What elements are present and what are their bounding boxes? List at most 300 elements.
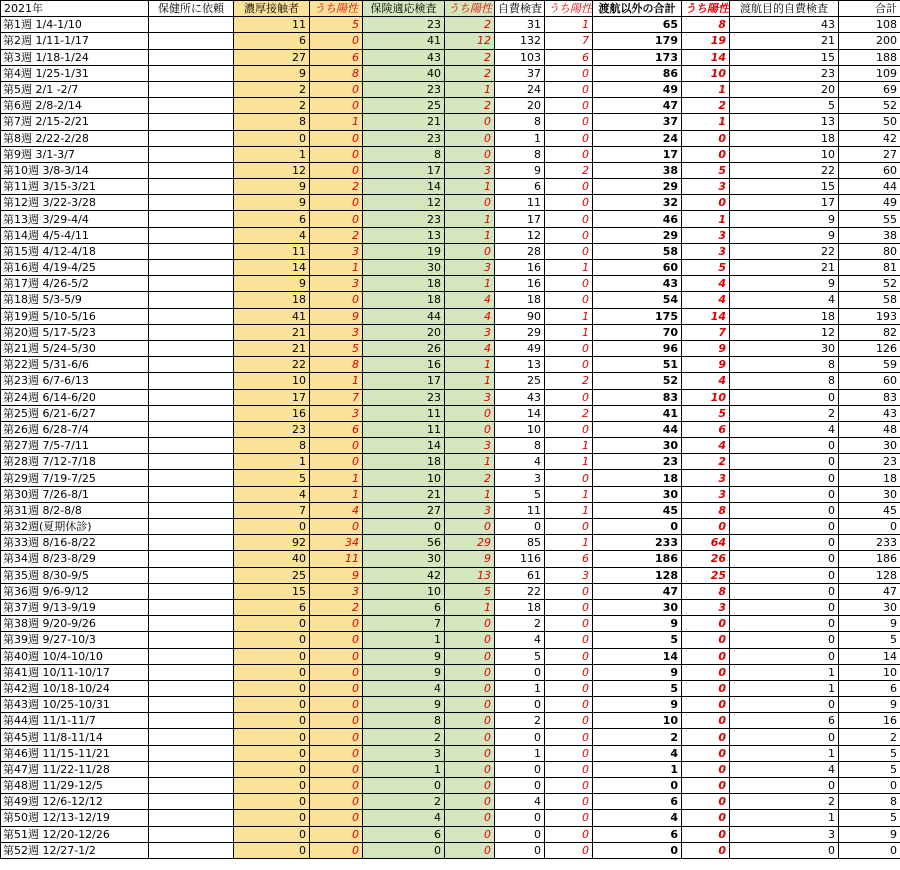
close-contacts-positive-cell: 34 (310, 535, 363, 551)
insured-tests-positive-cell: 29 (445, 535, 495, 551)
insured-tests-positive-cell: 0 (445, 680, 495, 696)
insured-tests-cell: 7 (363, 616, 445, 632)
grand-total-cell: 83 (839, 389, 900, 405)
close-contacts-positive-cell: 1 (310, 373, 363, 389)
insured-tests-positive-cell: 0 (445, 146, 495, 162)
grand-total-cell: 23 (839, 454, 900, 470)
close-contacts-cell: 0 (234, 794, 310, 810)
week-cell: 第5週 2/1 -2/7 (1, 81, 149, 97)
grand-total-cell: 60 (839, 373, 900, 389)
insured-tests-positive-cell: 0 (445, 778, 495, 794)
insured-tests-positive-cell: 0 (445, 243, 495, 259)
close-contacts-positive-cell: 0 (310, 33, 363, 49)
non-travel-total-positive-cell: 3 (682, 486, 730, 502)
non-travel-total-cell: 54 (593, 292, 682, 308)
insured-tests-cell: 11 (363, 405, 445, 421)
health-center-cell (149, 535, 234, 551)
week-cell: 第52週 12/27-1/2 (1, 842, 149, 858)
insured-tests-positive-cell: 2 (445, 470, 495, 486)
close-contacts-cell: 11 (234, 243, 310, 259)
non-travel-total-cell: 58 (593, 243, 682, 259)
non-travel-total-cell: 46 (593, 211, 682, 227)
non-travel-total-cell: 0 (593, 842, 682, 858)
insured-tests-cell: 9 (363, 648, 445, 664)
health-center-cell (149, 842, 234, 858)
travel-self-pay-cell: 0 (730, 697, 839, 713)
self-pay-tests-cell: 0 (495, 697, 545, 713)
insured-tests-positive-cell: 0 (445, 421, 495, 437)
week-cell: 第26週 6/28-7/4 (1, 421, 149, 437)
grand-total-cell: 128 (839, 567, 900, 583)
insured-tests-cell: 14 (363, 179, 445, 195)
self-pay-tests-positive-cell: 0 (545, 65, 593, 81)
close-contacts-cell: 40 (234, 551, 310, 567)
non-travel-total-positive-cell: 7 (682, 324, 730, 340)
insured-tests-cell: 23 (363, 81, 445, 97)
health-center-cell (149, 680, 234, 696)
week-cell: 第4週 1/25-1/31 (1, 65, 149, 81)
insured-tests-positive-cell: 0 (445, 794, 495, 810)
self-pay-tests-positive-cell: 1 (545, 535, 593, 551)
travel-self-pay-cell: 0 (730, 502, 839, 518)
table-row (1, 405, 900, 421)
close-contacts-positive-cell: 0 (310, 454, 363, 470)
self-pay-tests-positive-cell: 0 (545, 389, 593, 405)
non-travel-total-positive-cell: 2 (682, 98, 730, 114)
table-row (1, 260, 900, 276)
self-pay-tests-cell: 43 (495, 389, 545, 405)
non-travel-total-cell: 70 (593, 324, 682, 340)
table-body (1, 17, 900, 859)
travel-self-pay-cell: 1 (730, 810, 839, 826)
grand-total-cell: 44 (839, 179, 900, 195)
insured-tests-positive-cell: 0 (445, 664, 495, 680)
self-pay-tests-positive-cell: 0 (545, 745, 593, 761)
insured-tests-cell: 11 (363, 421, 445, 437)
self-pay-tests-cell: 85 (495, 535, 545, 551)
close-contacts-cell: 2 (234, 81, 310, 97)
table-row (1, 81, 900, 97)
insured-tests-cell: 10 (363, 470, 445, 486)
non-travel-total-positive-cell: 0 (682, 146, 730, 162)
week-cell: 第28週 7/12-7/18 (1, 454, 149, 470)
close-contacts-positive-cell: 7 (310, 389, 363, 405)
travel-self-pay-cell: 10 (730, 146, 839, 162)
non-travel-total-cell: 179 (593, 33, 682, 49)
table-row (1, 826, 900, 842)
health-center-cell (149, 761, 234, 777)
self-pay-tests-cell: 6 (495, 179, 545, 195)
grand-total-cell: 193 (839, 308, 900, 324)
self-pay-tests-positive-cell: 0 (545, 340, 593, 356)
non-travel-total-cell: 29 (593, 179, 682, 195)
insured-tests-positive-cell: 4 (445, 340, 495, 356)
close-contacts-positive-cell: 0 (310, 794, 363, 810)
health-center-cell (149, 470, 234, 486)
grand-total-cell: 47 (839, 583, 900, 599)
self-pay-tests-positive-cell: 2 (545, 162, 593, 178)
self-pay-tests-positive-cell: 0 (545, 211, 593, 227)
self-pay-tests-cell: 0 (495, 842, 545, 858)
close-contacts-positive-cell: 0 (310, 98, 363, 114)
insured-tests-cell: 25 (363, 98, 445, 114)
week-cell: 第36週 9/6-9/12 (1, 583, 149, 599)
insured-tests-positive-cell: 1 (445, 357, 495, 373)
health-center-cell (149, 778, 234, 794)
week-cell: 第47週 11/22-11/28 (1, 761, 149, 777)
grand-total-cell: 200 (839, 33, 900, 49)
insured-tests-positive-cell: 1 (445, 486, 495, 502)
non-travel-total-positive-cell: 9 (682, 357, 730, 373)
travel-self-pay-cell: 6 (730, 713, 839, 729)
header-health-center: 保健所に依頼 (149, 1, 234, 17)
insured-tests-positive-cell: 0 (445, 648, 495, 664)
insured-tests-cell: 1 (363, 632, 445, 648)
table-row (1, 389, 900, 405)
close-contacts-cell: 21 (234, 340, 310, 356)
close-contacts-cell: 6 (234, 33, 310, 49)
health-center-cell (149, 697, 234, 713)
self-pay-tests-cell: 61 (495, 567, 545, 583)
non-travel-total-positive-cell: 1 (682, 211, 730, 227)
close-contacts-positive-cell: 0 (310, 162, 363, 178)
table-row (1, 114, 900, 130)
close-contacts-cell: 0 (234, 842, 310, 858)
self-pay-tests-positive-cell: 0 (545, 697, 593, 713)
non-travel-total-positive-cell: 0 (682, 680, 730, 696)
self-pay-tests-cell: 1 (495, 680, 545, 696)
grand-total-cell: 6 (839, 680, 900, 696)
non-travel-total-positive-cell: 0 (682, 632, 730, 648)
health-center-cell (149, 292, 234, 308)
non-travel-total-cell: 186 (593, 551, 682, 567)
close-contacts-positive-cell: 0 (310, 130, 363, 146)
non-travel-total-cell: 23 (593, 454, 682, 470)
insured-tests-cell: 20 (363, 324, 445, 340)
week-cell: 第44週 11/1-11/7 (1, 713, 149, 729)
insured-tests-cell: 16 (363, 357, 445, 373)
health-center-cell (149, 243, 234, 259)
table-row (1, 697, 900, 713)
close-contacts-positive-cell: 0 (310, 664, 363, 680)
health-center-cell (149, 179, 234, 195)
insured-tests-cell: 19 (363, 243, 445, 259)
header-self-pay-tests: 自費検査 (495, 1, 545, 17)
health-center-cell (149, 49, 234, 65)
self-pay-tests-positive-cell: 1 (545, 502, 593, 518)
insured-tests-positive-cell: 1 (445, 599, 495, 615)
week-cell: 第12週 3/22-3/28 (1, 195, 149, 211)
insured-tests-cell: 4 (363, 810, 445, 826)
insured-tests-cell: 12 (363, 195, 445, 211)
close-contacts-positive-cell: 3 (310, 276, 363, 292)
self-pay-tests-cell: 37 (495, 65, 545, 81)
close-contacts-cell: 9 (234, 276, 310, 292)
close-contacts-positive-cell: 4 (310, 502, 363, 518)
close-contacts-cell: 25 (234, 567, 310, 583)
week-cell: 第41週 10/11-10/17 (1, 664, 149, 680)
header-self-pay-tests-positive: うち陽性 (545, 1, 593, 17)
insured-tests-cell: 21 (363, 486, 445, 502)
week-cell: 第49週 12/6-12/12 (1, 794, 149, 810)
table-row (1, 373, 900, 389)
close-contacts-cell: 0 (234, 648, 310, 664)
table-row (1, 421, 900, 437)
health-center-cell (149, 502, 234, 518)
week-cell: 第1週 1/4-1/10 (1, 17, 149, 33)
close-contacts-positive-cell: 0 (310, 842, 363, 858)
insured-tests-positive-cell: 12 (445, 33, 495, 49)
header-row (1, 1, 900, 17)
self-pay-tests-cell: 10 (495, 421, 545, 437)
non-travel-total-positive-cell: 8 (682, 17, 730, 33)
non-travel-total-cell: 233 (593, 535, 682, 551)
insured-tests-cell: 0 (363, 778, 445, 794)
self-pay-tests-positive-cell: 6 (545, 49, 593, 65)
insured-tests-positive-cell: 0 (445, 519, 495, 535)
non-travel-total-cell: 30 (593, 438, 682, 454)
close-contacts-positive-cell: 0 (310, 745, 363, 761)
non-travel-total-cell: 0 (593, 778, 682, 794)
non-travel-total-positive-cell: 0 (682, 810, 730, 826)
header-non-travel-total: 渡航以外の合計 (593, 1, 682, 17)
insured-tests-positive-cell: 0 (445, 697, 495, 713)
close-contacts-positive-cell: 8 (310, 65, 363, 81)
close-contacts-cell: 0 (234, 664, 310, 680)
self-pay-tests-positive-cell: 0 (545, 826, 593, 842)
insured-tests-cell: 40 (363, 65, 445, 81)
self-pay-tests-positive-cell: 0 (545, 114, 593, 130)
self-pay-tests-positive-cell: 3 (545, 567, 593, 583)
non-travel-total-positive-cell: 0 (682, 195, 730, 211)
self-pay-tests-positive-cell: 0 (545, 616, 593, 632)
table-row (1, 502, 900, 518)
insured-tests-cell: 9 (363, 697, 445, 713)
travel-self-pay-cell: 18 (730, 308, 839, 324)
insured-tests-positive-cell: 0 (445, 745, 495, 761)
close-contacts-positive-cell: 5 (310, 340, 363, 356)
insured-tests-cell: 23 (363, 17, 445, 33)
self-pay-tests-positive-cell: 0 (545, 842, 593, 858)
travel-self-pay-cell: 21 (730, 33, 839, 49)
close-contacts-positive-cell: 0 (310, 195, 363, 211)
table-row (1, 162, 900, 178)
insured-tests-positive-cell: 0 (445, 810, 495, 826)
insured-tests-cell: 18 (363, 454, 445, 470)
close-contacts-positive-cell: 2 (310, 179, 363, 195)
health-center-cell (149, 713, 234, 729)
week-cell: 第37週 9/13-9/19 (1, 599, 149, 615)
insured-tests-cell: 3 (363, 745, 445, 761)
non-travel-total-positive-cell: 3 (682, 470, 730, 486)
close-contacts-cell: 2 (234, 98, 310, 114)
travel-self-pay-cell: 21 (730, 260, 839, 276)
grand-total-cell: 81 (839, 260, 900, 276)
close-contacts-positive-cell: 3 (310, 583, 363, 599)
non-travel-total-positive-cell: 14 (682, 49, 730, 65)
travel-self-pay-cell: 0 (730, 616, 839, 632)
week-cell: 第31週 8/2-8/8 (1, 502, 149, 518)
close-contacts-positive-cell: 0 (310, 211, 363, 227)
grand-total-cell: 27 (839, 146, 900, 162)
self-pay-tests-positive-cell: 1 (545, 17, 593, 33)
grand-total-cell: 0 (839, 519, 900, 535)
grand-total-cell: 69 (839, 81, 900, 97)
self-pay-tests-cell: 5 (495, 648, 545, 664)
close-contacts-positive-cell: 2 (310, 227, 363, 243)
week-cell: 第16週 4/19-4/25 (1, 260, 149, 276)
week-cell: 第19週 5/10-5/16 (1, 308, 149, 324)
grand-total-cell: 9 (839, 616, 900, 632)
health-center-cell (149, 324, 234, 340)
health-center-cell (149, 454, 234, 470)
insured-tests-cell: 27 (363, 502, 445, 518)
non-travel-total-positive-cell: 9 (682, 340, 730, 356)
insured-tests-positive-cell: 3 (445, 438, 495, 454)
non-travel-total-cell: 30 (593, 486, 682, 502)
close-contacts-cell: 27 (234, 49, 310, 65)
close-contacts-cell: 1 (234, 146, 310, 162)
grand-total-cell: 14 (839, 648, 900, 664)
insured-tests-cell: 23 (363, 389, 445, 405)
self-pay-tests-cell: 3 (495, 470, 545, 486)
table-row (1, 98, 900, 114)
non-travel-total-cell: 17 (593, 146, 682, 162)
insured-tests-cell: 14 (363, 438, 445, 454)
table-row (1, 49, 900, 65)
travel-self-pay-cell: 23 (730, 65, 839, 81)
insured-tests-positive-cell: 13 (445, 567, 495, 583)
non-travel-total-cell: 96 (593, 340, 682, 356)
table-row (1, 179, 900, 195)
health-center-cell (149, 519, 234, 535)
travel-self-pay-cell: 0 (730, 842, 839, 858)
non-travel-total-cell: 128 (593, 567, 682, 583)
week-cell: 第32週(夏期休診) (1, 519, 149, 535)
insured-tests-cell: 21 (363, 114, 445, 130)
week-cell: 第20週 5/17-5/23 (1, 324, 149, 340)
self-pay-tests-cell: 18 (495, 292, 545, 308)
insured-tests-positive-cell: 1 (445, 179, 495, 195)
travel-self-pay-cell: 0 (730, 632, 839, 648)
grand-total-cell: 30 (839, 438, 900, 454)
health-center-cell (149, 632, 234, 648)
grand-total-cell: 5 (839, 810, 900, 826)
grand-total-cell: 9 (839, 826, 900, 842)
grand-total-cell: 5 (839, 761, 900, 777)
non-travel-total-cell: 9 (593, 616, 682, 632)
non-travel-total-cell: 47 (593, 98, 682, 114)
non-travel-total-cell: 44 (593, 421, 682, 437)
header-close-contacts-positive: うち陽性 (310, 1, 363, 17)
health-center-cell (149, 162, 234, 178)
week-cell: 第21週 5/24-5/30 (1, 340, 149, 356)
close-contacts-cell: 0 (234, 761, 310, 777)
grand-total-cell: 30 (839, 486, 900, 502)
week-cell: 第42週 10/18-10/24 (1, 680, 149, 696)
health-center-cell (149, 583, 234, 599)
grand-total-cell: 55 (839, 211, 900, 227)
close-contacts-cell: 0 (234, 713, 310, 729)
travel-self-pay-cell: 1 (730, 745, 839, 761)
close-contacts-positive-cell: 0 (310, 810, 363, 826)
week-cell: 第15週 4/12-4/18 (1, 243, 149, 259)
week-cell: 第17週 4/26-5/2 (1, 276, 149, 292)
insured-tests-cell: 44 (363, 308, 445, 324)
table-row (1, 761, 900, 777)
self-pay-tests-cell: 4 (495, 454, 545, 470)
table-row (1, 438, 900, 454)
self-pay-tests-positive-cell: 0 (545, 470, 593, 486)
close-contacts-positive-cell: 3 (310, 405, 363, 421)
non-travel-total-cell: 10 (593, 713, 682, 729)
table-row (1, 551, 900, 567)
non-travel-total-positive-cell: 5 (682, 405, 730, 421)
self-pay-tests-cell: 11 (495, 502, 545, 518)
grand-total-cell: 59 (839, 357, 900, 373)
close-contacts-cell: 0 (234, 810, 310, 826)
health-center-cell (149, 276, 234, 292)
insured-tests-cell: 8 (363, 713, 445, 729)
close-contacts-cell: 12 (234, 162, 310, 178)
health-center-cell (149, 389, 234, 405)
non-travel-total-cell: 5 (593, 680, 682, 696)
non-travel-total-cell: 51 (593, 357, 682, 373)
health-center-cell (149, 599, 234, 615)
grand-total-cell: 109 (839, 65, 900, 81)
insured-tests-positive-cell: 3 (445, 162, 495, 178)
close-contacts-positive-cell: 1 (310, 486, 363, 502)
self-pay-tests-cell: 0 (495, 778, 545, 794)
travel-self-pay-cell: 43 (730, 17, 839, 33)
non-travel-total-cell: 9 (593, 697, 682, 713)
non-travel-total-cell: 18 (593, 470, 682, 486)
insured-tests-positive-cell: 0 (445, 114, 495, 130)
non-travel-total-cell: 49 (593, 81, 682, 97)
non-travel-total-positive-cell: 5 (682, 162, 730, 178)
insured-tests-cell: 6 (363, 599, 445, 615)
insured-tests-cell: 10 (363, 583, 445, 599)
insured-tests-cell: 26 (363, 340, 445, 356)
health-center-cell (149, 146, 234, 162)
self-pay-tests-positive-cell: 0 (545, 130, 593, 146)
non-travel-total-cell: 47 (593, 583, 682, 599)
grand-total-cell: 38 (839, 227, 900, 243)
insured-tests-cell: 41 (363, 33, 445, 49)
travel-self-pay-cell: 15 (730, 179, 839, 195)
travel-self-pay-cell: 30 (730, 340, 839, 356)
self-pay-tests-positive-cell: 0 (545, 599, 593, 615)
insured-tests-positive-cell: 1 (445, 373, 495, 389)
grand-total-cell: 80 (839, 243, 900, 259)
table-row (1, 227, 900, 243)
insured-tests-positive-cell: 3 (445, 502, 495, 518)
travel-self-pay-cell: 0 (730, 535, 839, 551)
non-travel-total-cell: 32 (593, 195, 682, 211)
non-travel-total-cell: 41 (593, 405, 682, 421)
travel-self-pay-cell: 4 (730, 421, 839, 437)
insured-tests-positive-cell: 0 (445, 616, 495, 632)
insured-tests-positive-cell: 2 (445, 17, 495, 33)
insured-tests-cell: 6 (363, 826, 445, 842)
travel-self-pay-cell: 3 (730, 826, 839, 842)
travel-self-pay-cell: 1 (730, 664, 839, 680)
close-contacts-cell: 14 (234, 260, 310, 276)
non-travel-total-positive-cell: 8 (682, 502, 730, 518)
non-travel-total-cell: 83 (593, 389, 682, 405)
self-pay-tests-cell: 9 (495, 162, 545, 178)
grand-total-cell: 49 (839, 195, 900, 211)
